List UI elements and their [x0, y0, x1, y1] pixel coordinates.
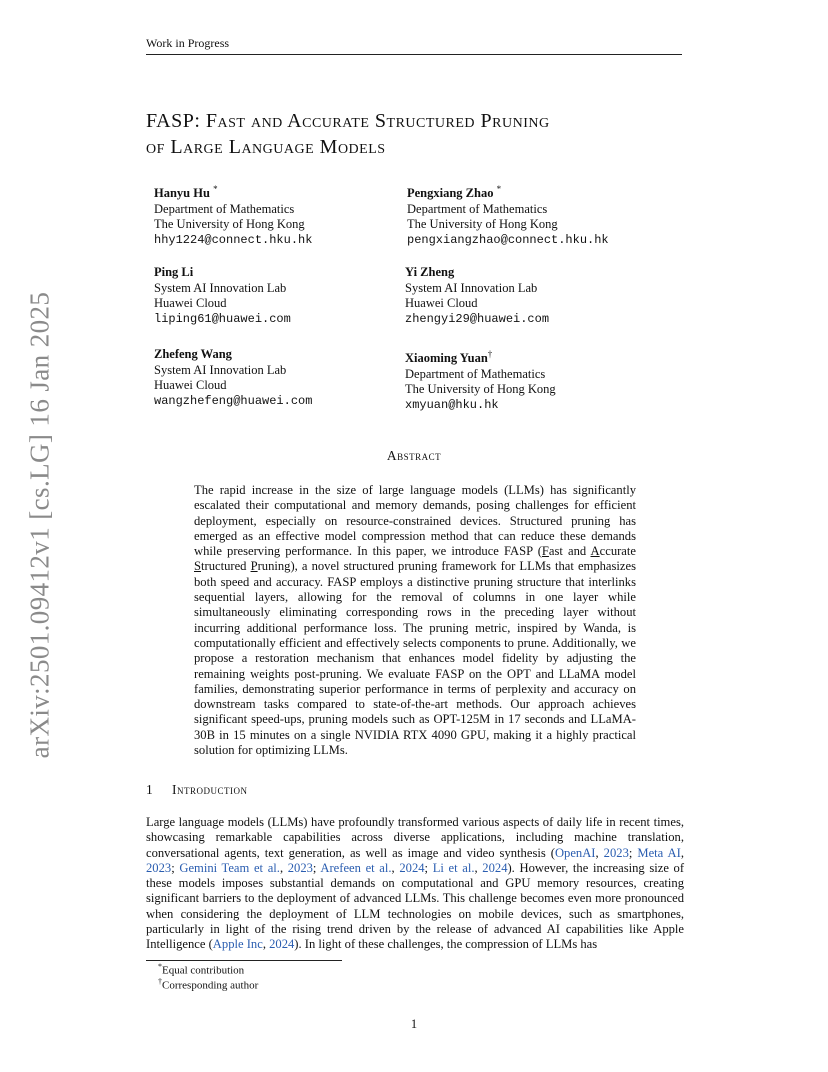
intro-text-part: ; — [312, 860, 321, 875]
intro-text-part: ; — [628, 845, 638, 860]
abstract-heading: Abstract — [386, 448, 442, 463]
citation-link[interactable]: Apple Inc — [212, 937, 263, 952]
author-block — [407, 182, 609, 248]
author-dept: System AI Innovation Lab — [154, 280, 287, 295]
footnote-divider — [146, 960, 342, 961]
underlined-letter: S — [194, 559, 202, 574]
underlined-letter: P — [250, 559, 258, 574]
intro-text-part: , — [262, 937, 270, 952]
author-org: Huawei Cloud — [405, 296, 478, 310]
author-org: Huawei Cloud — [154, 378, 227, 392]
underlined-letter: A — [590, 544, 600, 559]
abstract-text-part: tructured — [201, 559, 251, 574]
footnote — [158, 962, 244, 977]
author-dept: System AI Innovation Lab — [154, 362, 287, 377]
author-email[interactable]: liping61@huawei.com — [154, 311, 291, 326]
author-mark: * — [496, 184, 502, 194]
citation-link[interactable]: 2023 — [603, 845, 629, 860]
abstract-text-part: runing — [257, 559, 291, 574]
author-mark: * — [213, 184, 218, 194]
author-org: The University of Hong Kong — [405, 382, 556, 397]
author-name: Pengxiang Zhao — [407, 186, 494, 201]
author-block — [154, 182, 312, 248]
author-name: Hanyu Hu — [154, 186, 210, 201]
intro-text-part: Large language models (LLMs) have profoundly transformed various aspects of daily life in recent times, showcasing remarkable capabilities across diverse applications, including machine translation, conversational agents, text generation, as well as image and video synthesis ( — [146, 815, 684, 860]
intro-text-part: , — [279, 860, 288, 875]
author-email[interactable]: xmyuan@hku.hk — [405, 397, 499, 412]
author-block — [154, 265, 291, 327]
author-dept: Department of Mathematics — [154, 201, 295, 216]
section-heading — [146, 782, 248, 798]
abstract-text-part: ast and — [548, 544, 591, 559]
author-email[interactable]: hhy1224@connect.hku.hk — [154, 232, 313, 247]
author-org: The University of Hong Kong — [407, 217, 558, 232]
footnote-mark: * — [158, 962, 162, 971]
underlined-letter: F — [541, 544, 549, 559]
footnote-text: Equal contribution — [162, 964, 245, 977]
paper-title — [146, 108, 706, 160]
intro-text-part: ; — [171, 860, 180, 875]
author-org: Huawei Cloud — [154, 296, 227, 310]
citation-link[interactable]: 2024 — [269, 937, 295, 952]
intro-text-part: , — [474, 860, 483, 875]
section-number: 1 — [146, 782, 154, 797]
intro-text-part: , — [680, 845, 685, 860]
author-name: Yi Zheng — [405, 265, 455, 279]
author-block — [154, 347, 312, 409]
citation-link[interactable]: Meta AI — [637, 845, 681, 860]
abstract-text-part: The rapid increase in the size of large language models (LLMs) has significantly escalated their computational and memory demands, posing challenges for efficient deployment, especially on resource-constrained devices. Structured pruning has emerged as an effective model compression method that can reduce these demands while preserving performance. In this paper, we introduce FASP ( — [194, 483, 636, 559]
running-header: Work in Progress — [146, 36, 682, 55]
author-name: Ping Li — [154, 265, 194, 279]
citation-link[interactable]: 2023 — [146, 860, 172, 875]
intro-text-part: , — [391, 860, 400, 875]
intro-text-part: ). In light of these challenges, the compression of LLMs has — [294, 937, 598, 952]
citation-link[interactable]: 2024 — [482, 860, 508, 875]
author-name: Zhefeng Wang — [154, 347, 232, 361]
citation-link[interactable]: OpenAI — [554, 845, 596, 860]
abstract-text — [194, 483, 636, 758]
section-title: Introduction — [172, 782, 248, 797]
abstract-text-part: ), a novel structured pruning framework for LLMs that emphasizes both speed and accuracy. FASP employs a distinctive pruning structure that interlinks sequential layers, allowing for the removal of columns in one layer while simultaneously eliminating corresponding rows in the preceding layer without incurring additional performance loss. The pruning metric, inspired by Wanda, is computationally efficient and effectively selects components to prune. Additionally, we propose a restoration mechanism that enhances model fidelity by adjusting the remaining weights post-pruning. We evaluate FASP on the OPT and LLaMA model families, demonstrating superior performance in terms of perplexity and accuracy on downstream tasks compared to state-of-the-art methods. Our approach achieves significant speed-ups, pruning models such as OPT-125M in 17 seconds and LLaMA-30B in 15 minutes on a single NVIDIA RTX 4090 GPU, making it a highly practical solution for optimizing LLMs. — [194, 559, 636, 758]
intro-text-part: ). However, the increasing size of these models imposes substantial demands on computational and GPU memory resources, creating significant barriers to the deployment of advanced LLMs. This challenge becomes even more pronounced when considering the deployment of LLM technologies on mobile devices, such as smartphones, particularly in light of the rising trend driven by the release of advanced AI capabilities like Apple Intelligence ( — [146, 860, 685, 952]
footnote — [158, 977, 258, 992]
citation-link[interactable]: 2023 — [287, 860, 313, 875]
author-dept: System AI Innovation Lab — [405, 280, 538, 295]
citation-link[interactable]: Arefeen et al. — [320, 860, 392, 875]
citation-link[interactable]: 2024 — [399, 860, 425, 875]
title-line-1: FASP: Fast and Accurate Structured Pruning — [146, 110, 550, 132]
intro-text-part: , — [595, 845, 604, 860]
author-dept: Department of Mathematics — [405, 366, 546, 381]
author-org: The University of Hong Kong — [154, 217, 305, 232]
author-name: Xiaoming Yuan — [405, 351, 488, 366]
author-block — [405, 265, 549, 327]
page-number: 1 — [410, 1017, 418, 1031]
author-block — [405, 347, 556, 413]
citation-link[interactable]: Li et al. — [432, 860, 475, 875]
intro-text-part: ; — [424, 860, 433, 875]
author-email[interactable]: zhengyi29@huawei.com — [405, 311, 550, 326]
intro-paragraph — [146, 815, 684, 953]
author-mark: † — [487, 349, 493, 359]
title-line-2: of Large Language Models — [146, 136, 386, 158]
citation-link[interactable]: Gemini Team et al. — [179, 860, 280, 875]
author-email[interactable]: pengxiangzhao@connect.hku.hk — [407, 232, 609, 247]
abstract-text-part: ccurate — [599, 544, 636, 559]
arxiv-stamp: arXiv:2501.09412v1 [cs.LG] 16 Jan 2025 — [24, 291, 55, 759]
footnote-text: Corresponding author — [162, 979, 259, 992]
author-dept: Department of Mathematics — [407, 201, 548, 216]
footnote-mark: † — [158, 977, 162, 986]
author-email[interactable]: wangzhefeng@huawei.com — [154, 393, 313, 408]
